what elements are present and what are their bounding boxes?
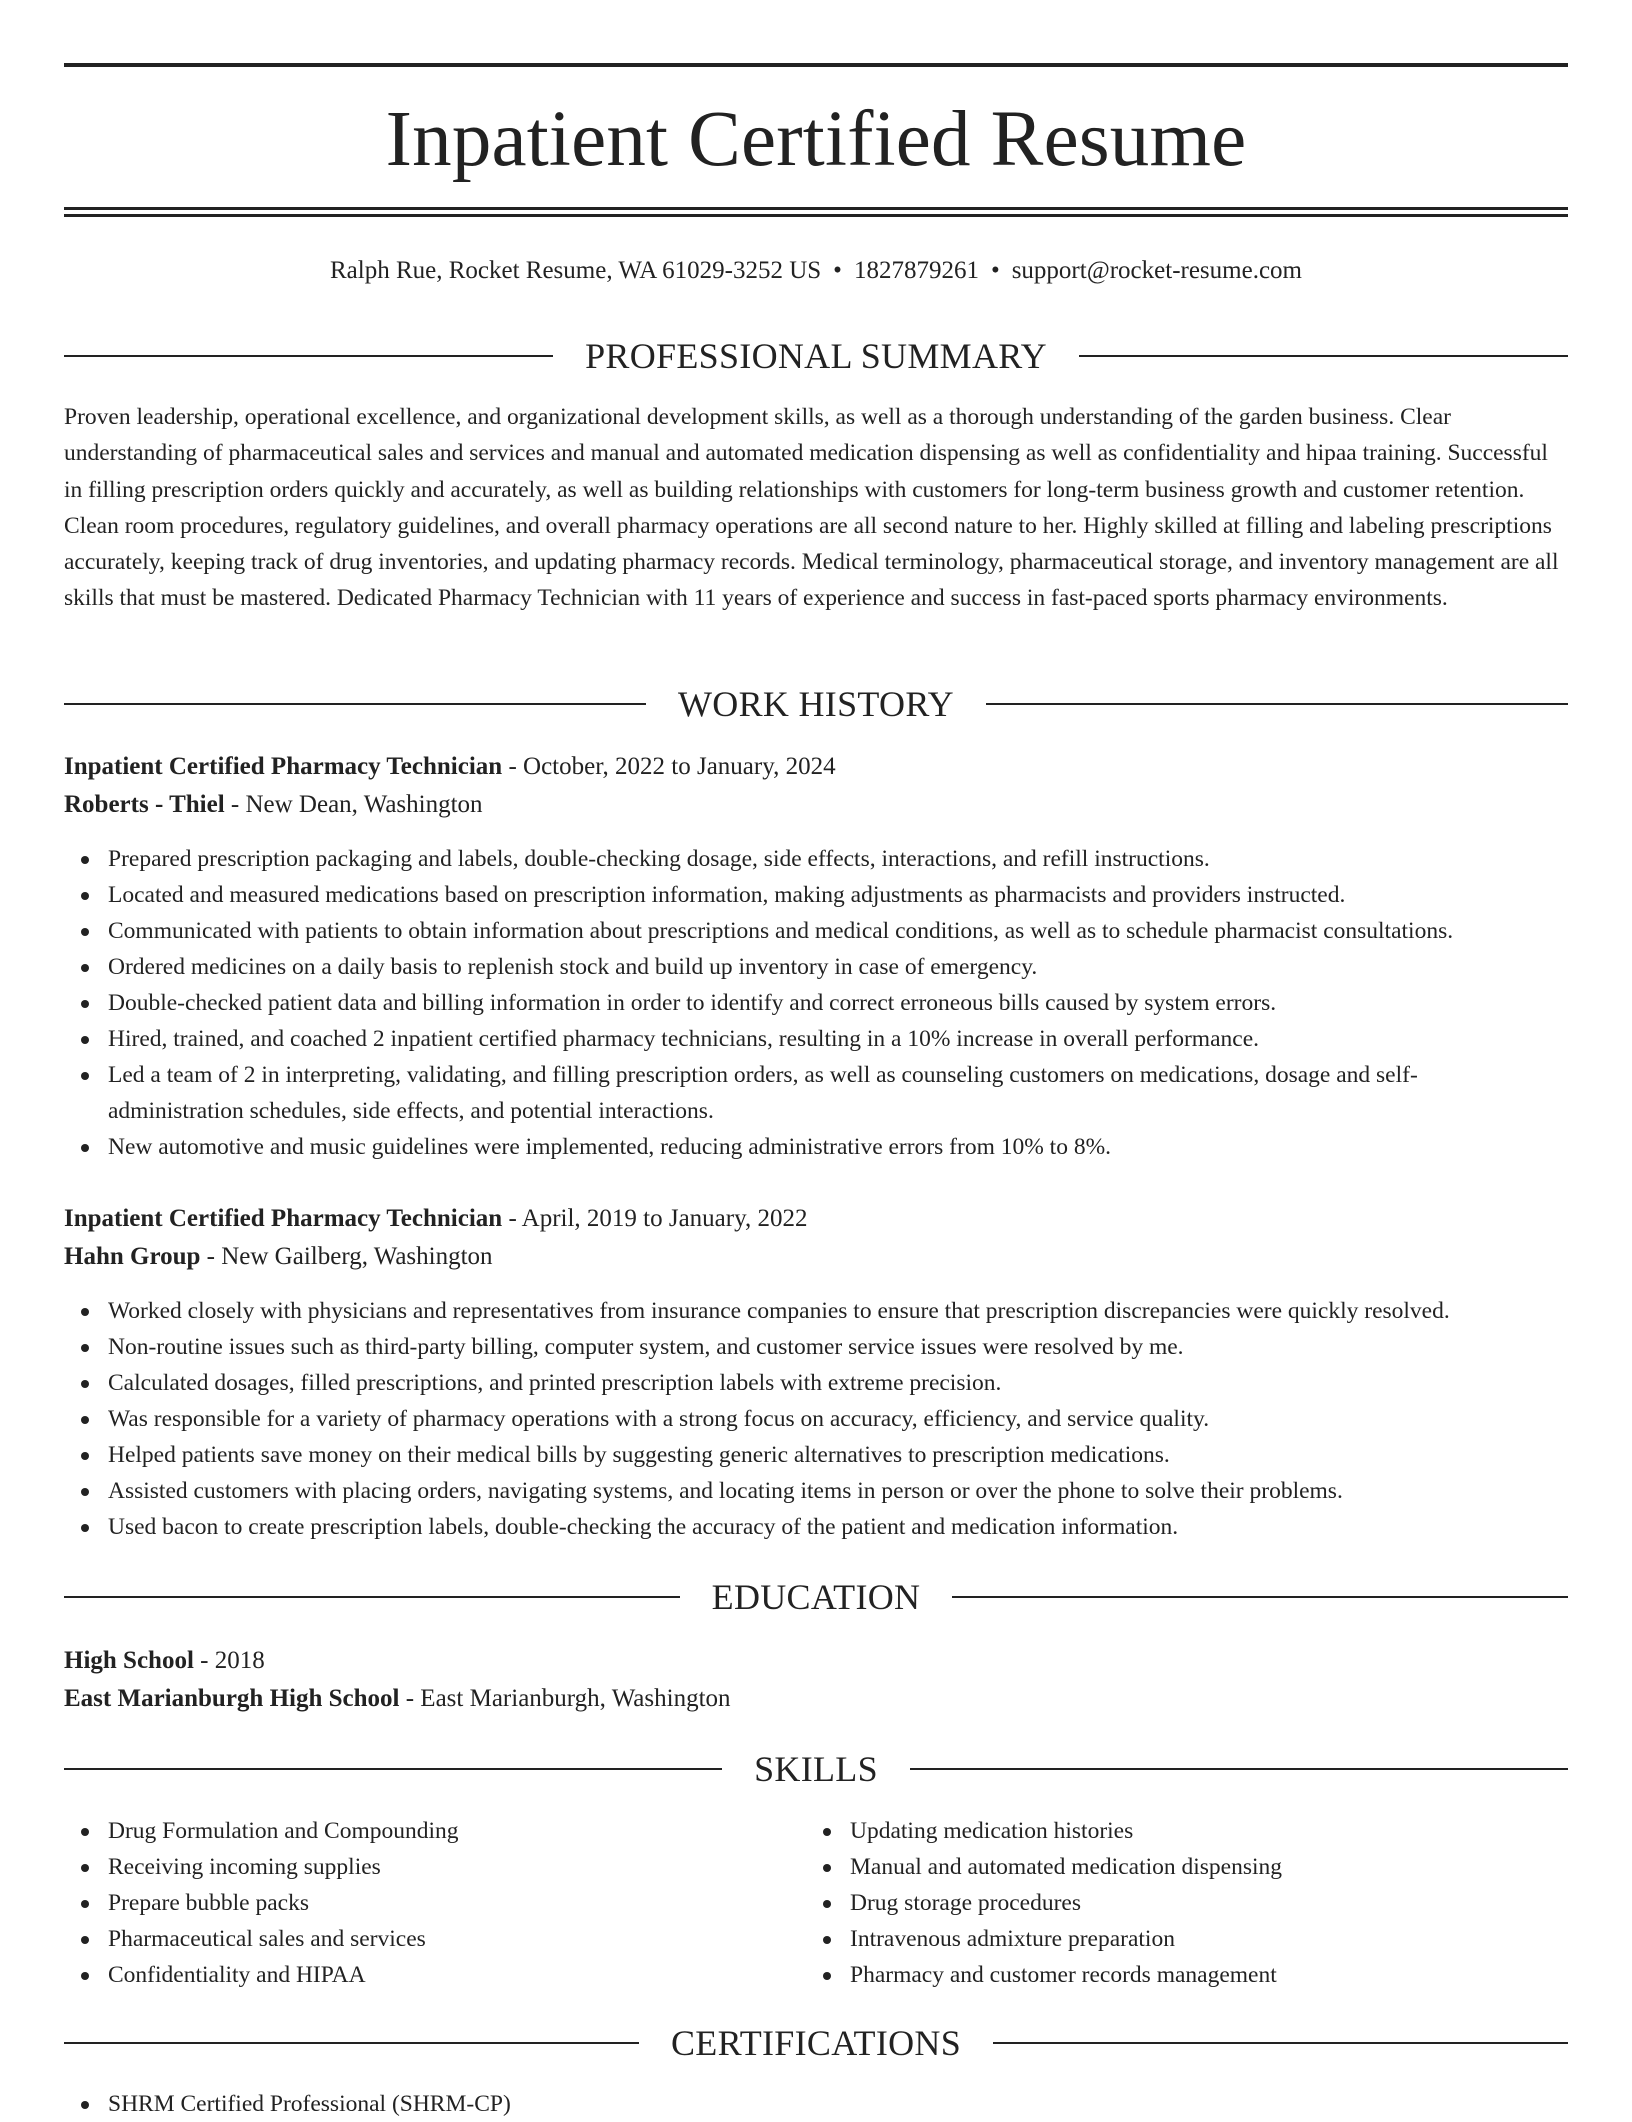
- list-item: Hired, trained, and coached 2 inpatient certified pharmacy technicians, resulting in a 10% increase in overall performance.: [64, 1021, 1568, 1057]
- contact-separator: •: [833, 257, 842, 284]
- job-bullets: [64, 1293, 1568, 1545]
- heading-rule: [64, 1768, 722, 1770]
- list-item: Was responsible for a variety of pharmacy operations with a strong focus on accuracy, efficiency, and service quality.: [64, 1401, 1568, 1437]
- list-item: Confidentiality and HIPAA: [64, 1957, 804, 1993]
- job-company: Roberts - Thiel: [64, 791, 225, 818]
- heading-rule: [64, 703, 646, 705]
- contact-phone: 1827879261: [853, 257, 979, 284]
- list-item: Communicated with patients to obtain information about prescriptions and medical conditions, as well as to schedule pharmacist consultations.: [64, 913, 1568, 949]
- heading-rule: [1079, 355, 1568, 357]
- skills-left-list: [64, 1813, 804, 1993]
- list-item: Intravenous admixture preparation: [806, 1921, 1568, 1957]
- list-item: Assisted customers with placing orders, navigating systems, and locating items in person or over the phone to solve their problems.: [64, 1473, 1568, 1509]
- list-item: Pharmacy and customer records management: [806, 1957, 1568, 1993]
- section-title: EDUCATION: [711, 1577, 921, 1617]
- education-heading: [64, 1577, 1568, 1617]
- job-company-line: [64, 789, 1568, 821]
- section-title: CERTIFICATIONS: [670, 2023, 962, 2063]
- education-degree-line: [64, 1645, 1568, 1677]
- heading-rule: [986, 703, 1568, 705]
- job-company: Hahn Group: [64, 1243, 201, 1270]
- list-item: Prepared prescription packaging and labels, double-checking dosage, side effects, interactions, and refill instructions.: [64, 841, 1568, 877]
- list-item: Manual and automated medication dispensing: [806, 1849, 1568, 1885]
- certifications-heading: [64, 2023, 1568, 2063]
- contact-separator: •: [990, 257, 1000, 284]
- list-item: Updating medication histories: [806, 1813, 1568, 1849]
- section-title: PROFESSIONAL SUMMARY: [585, 336, 1047, 376]
- job-location: - New Gailberg, Washington: [200, 1243, 493, 1270]
- job-dates: - October, 2022 to January, 2024: [502, 753, 836, 780]
- section-title: WORK HISTORY: [678, 684, 954, 724]
- education-location: - East Marianburgh, Washington: [399, 1685, 731, 1712]
- list-item: Ordered medicines on a daily basis to replenish stock and build up inventory in case of emergency.: [64, 949, 1568, 985]
- job-title-line: [64, 751, 1568, 783]
- list-item: Double-checked patient data and billing information in order to identify and correct erroneous bills caused by system errors.: [64, 985, 1568, 1021]
- list-item: Calculated dosages, filled prescriptions, and printed prescription labels with extreme precision.: [64, 1365, 1568, 1401]
- education-school: East Marianburgh High School: [64, 1685, 400, 1712]
- list-item: Led a team of 2 in interpreting, validating, and filling prescription orders, as well as counseling customers on medications, dosage and self-administration schedules, side effects, and potential interactions.: [64, 1057, 1568, 1129]
- list-item: Worked closely with physicians and representatives from insurance companies to ensure that prescription discrepancies were quickly resolved.: [64, 1293, 1568, 1329]
- education-school-line: [64, 1683, 1568, 1715]
- list-item: Drug storage procedures: [806, 1885, 1568, 1921]
- list-item: Located and measured medications based on prescription information, making adjustments as pharmacists and providers instructed.: [64, 877, 1568, 913]
- list-item: Non-routine issues such as third-party billing, computer system, and customer service issues were resolved by me.: [64, 1329, 1568, 1365]
- job-bullets: [64, 841, 1568, 1165]
- summary-text: Proven leadership, operational excellence, and organizational development skills, as well as a thorough understanding of the garden business. Clear understanding of pharmaceutical sales and services and manual and automated medication dispensing as well as confidentiality and hipaa training. Successful in filling prescription orders quickly and accurately, as well as building relationships with customers for long-term business growth and customer retention. Clean room procedures, regulatory guidelines, and overall pharmacy operations are all second nature to her. Highly skilled at filling and labeling prescriptions accurately, keeping track of drug inventories, and updating pharmacy records. Medical terminology, pharmaceutical storage, and inventory management are all skills that must be mastered. Dedicated Pharmacy Technician with 11 years of experience and success in fast-paced sports pharmacy environments.: [64, 404, 1559, 612]
- list-item: Prepare bubble packs: [64, 1885, 804, 1921]
- list-item: Pharmaceutical sales and services: [64, 1921, 804, 1957]
- list-item: Receiving incoming supplies: [64, 1849, 804, 1885]
- job-company-line: [64, 1241, 1568, 1273]
- heading-rule: [64, 355, 553, 357]
- list-item: SHRM Certified Professional (SHRM-CP): [64, 2086, 1568, 2122]
- skills-heading: [64, 1749, 1568, 1789]
- heading-rule: [910, 1768, 1568, 1770]
- heading-rule: [993, 2042, 1568, 2044]
- work-heading: [64, 684, 1568, 724]
- skills-right-list: [806, 1813, 1568, 1993]
- heading-rule: [952, 1596, 1568, 1598]
- list-item: Drug Formulation and Compounding: [64, 1813, 804, 1849]
- contact-email: support@rocket-resume.com: [1011, 257, 1302, 284]
- education-degree: High School: [64, 1647, 194, 1674]
- contact-address: Ralph Rue, Rocket Resume, WA 61029-3252 US: [329, 257, 822, 284]
- summary-heading: [64, 336, 1568, 376]
- job-title-line: [64, 1203, 1568, 1235]
- list-item: Used bacon to create prescription labels, double-checking the accuracy of the patient and medication information.: [64, 1509, 1568, 1545]
- heading-rule: [64, 2042, 639, 2044]
- job-title: Inpatient Certified Pharmacy Technician: [64, 753, 503, 780]
- job-location: - New Dean, Washington: [224, 791, 483, 818]
- heading-rule: [64, 1596, 680, 1598]
- list-item: Helped patients save money on their medical bills by suggesting generic alternatives to prescription medications.: [64, 1437, 1568, 1473]
- job-title: Inpatient Certified Pharmacy Technician: [64, 1205, 503, 1232]
- job-dates: - April, 2019 to January, 2022: [502, 1205, 808, 1232]
- title-double-rule: [64, 207, 1568, 217]
- education-year: - 2018: [193, 1647, 265, 1674]
- section-title: SKILLS: [754, 1749, 878, 1789]
- list-item: New automotive and music guidelines were implemented, reducing administrative errors from 10% to 8%.: [64, 1129, 1568, 1165]
- certifications-list: [64, 2086, 1568, 2122]
- resume-title: Inpatient Certified Resume: [385, 96, 1247, 183]
- top-rule: [64, 63, 1568, 67]
- contact-line: [64, 256, 1568, 286]
